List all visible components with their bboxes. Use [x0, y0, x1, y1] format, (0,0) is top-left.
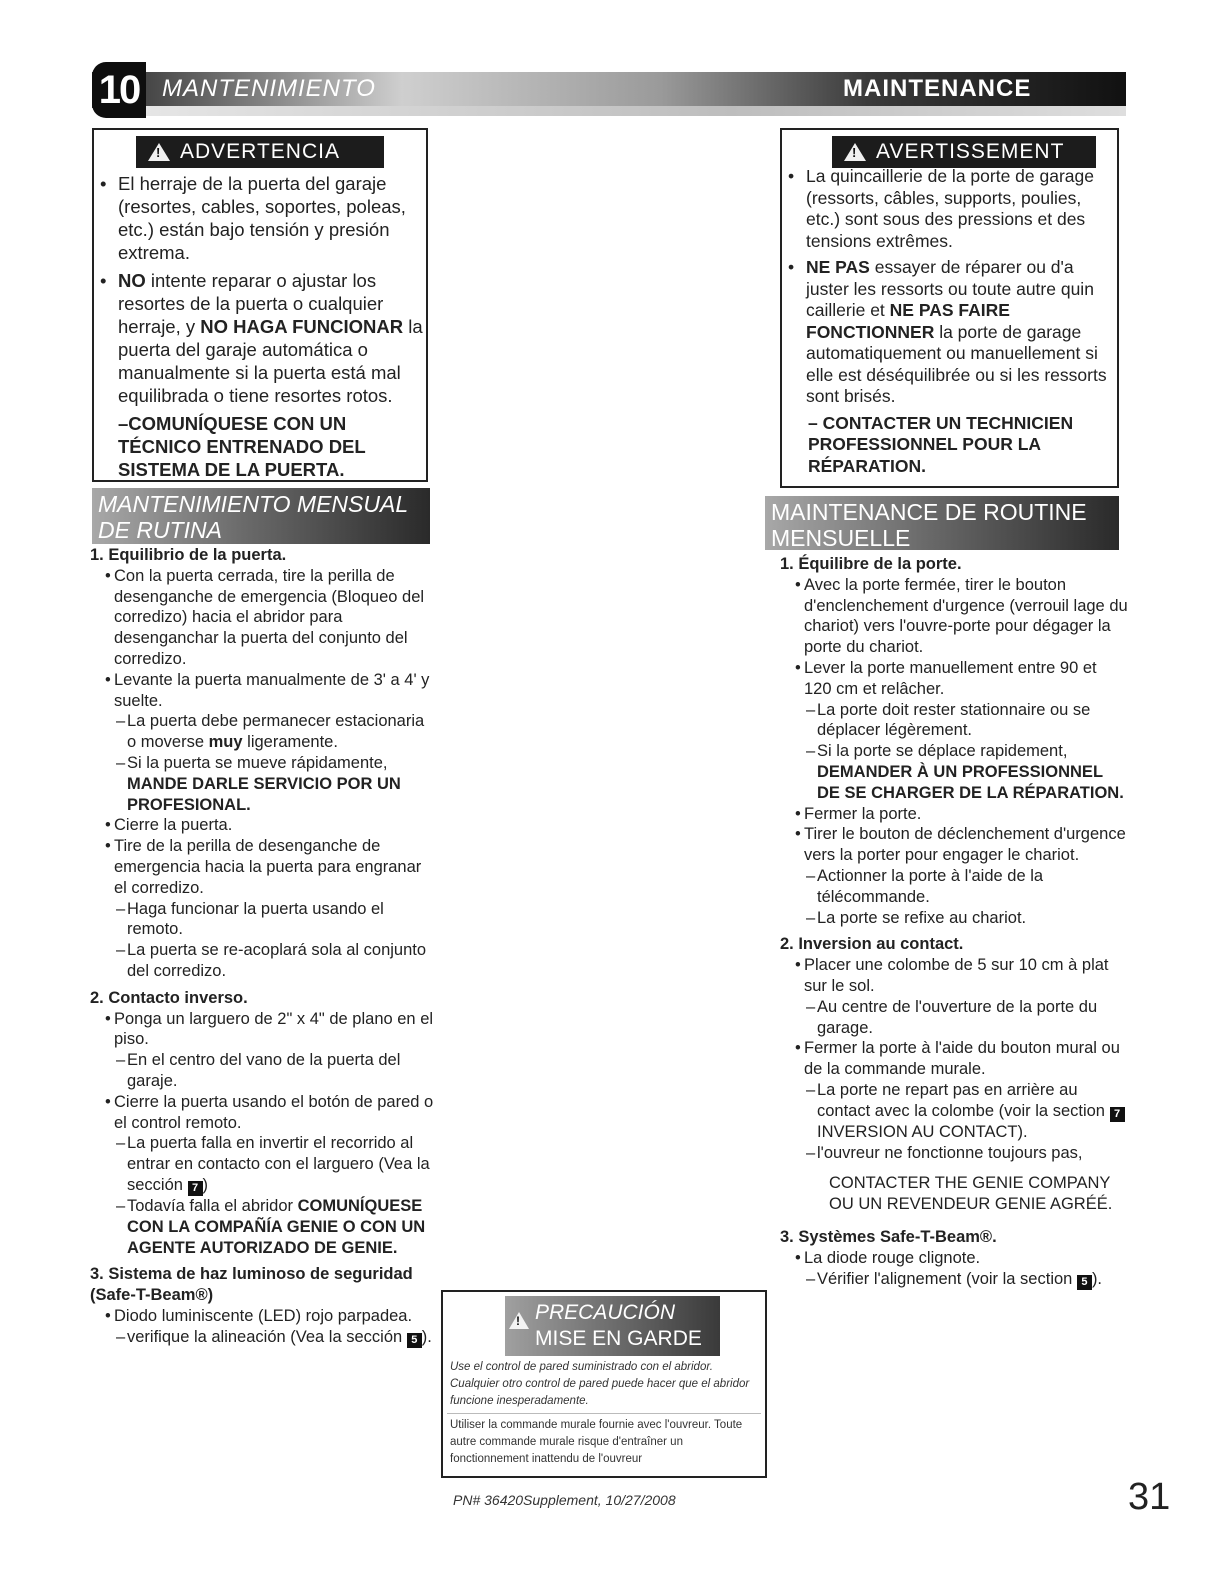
- step-emphasis: DEMANDER À UN PROFESSIONNEL DE SE CHARGER DE LA RÉPARATION.: [817, 762, 1124, 802]
- step-dash: [780, 908, 1128, 929]
- step-text: Si la porte se déplace rapidement,: [817, 742, 1068, 761]
- step-bullet: [780, 955, 1128, 997]
- step-text: Avec la porte fermée, tirer le bouton d'enclenchement d'urgence (verrouil lage du chariot) vers l'ouvre-porte pour dégager la porte du chariot.: [804, 575, 1128, 657]
- step-dash: [90, 1327, 435, 1348]
- step-contact: CONTACTER THE GENIE COMPANY OU UN REVENDEUR GENIE AGRÉÉ.: [829, 1174, 1113, 1214]
- caution-triangle-icon: [509, 1312, 529, 1329]
- page-number: 31: [1128, 1476, 1171, 1518]
- warning-text: El herraje de la puerta del garaje (resortes, cables, soportes, poleas, etc.) están bajo tensión y presión extrema.: [118, 173, 406, 263]
- step-text: Con la puerta cerrada, tire la perilla de desenganche de emergencia (Bloqueo del corredizo) hacia el abridor para desenganchar la puerta del conjunto del corredizo.: [114, 566, 425, 668]
- step-text: verifique la alineación (Vea la sección: [127, 1327, 407, 1346]
- section-ref-badge: 7: [188, 1181, 203, 1196]
- warning-text: La quincaillerie de la porte de garage (ressorts, câbles, supports, poulies, etc.) sont sous des pressions et des tensions extrêmes.: [806, 166, 1094, 251]
- step-dash: [780, 1143, 1128, 1164]
- caution-title-fr: MISE EN GARDE: [535, 1327, 702, 1350]
- step-text: Tirer le bouton de déclenchement d'urgence vers la porter pour engager le chariot.: [804, 825, 1126, 865]
- step-text: Si la puerta se mueve rápidamente,: [127, 753, 388, 772]
- step-dash: [90, 711, 435, 753]
- routine-heading-es: [92, 488, 430, 544]
- warning-emphasis: NO: [118, 270, 146, 291]
- step-title: 2. Contacto inverso.: [90, 988, 248, 1007]
- step-bullet: [780, 575, 1128, 658]
- step-dash: [90, 1133, 435, 1196]
- warning-title-text: ADVERTENCIA: [180, 140, 340, 163]
- section-number: 10: [92, 62, 146, 118]
- routine-heading-line: MANTENIMIENTO MENSUAL: [98, 491, 409, 517]
- warning-call-to-action: –COMUNÍQUESE CON UN TÉCNICO ENTRENADO DEL SISTEMA DE LA PUERTA.: [118, 413, 366, 480]
- warning-text: essayer de réparer ou d'a juster les ressorts ou toute autre quin caillerie et: [806, 257, 1094, 320]
- step-dash: [780, 866, 1128, 908]
- step-text: La puerta debe permanecer estacionaria o moverse: [127, 712, 425, 752]
- step-text: Vérifier l'alignement (voir la section: [817, 1269, 1077, 1288]
- step-bullet: [90, 1092, 435, 1134]
- step-text: La porte se refixe au chariot.: [817, 908, 1027, 927]
- step-bullet: [90, 670, 435, 712]
- warning-list-fr: [786, 166, 1118, 477]
- step-title: 1. Equilibrio de la puerta.: [90, 546, 287, 564]
- step-bullet: [780, 658, 1128, 700]
- warning-call-to-action: – CONTACTER UN TECHNICIEN PROFESSIONNEL POUR LA RÉPARATION.: [808, 412, 1074, 476]
- step-dash: [780, 700, 1128, 742]
- caution-box: [441, 1290, 767, 1478]
- step-bullet: [90, 836, 435, 898]
- warning-title-es: [136, 136, 384, 168]
- section-ref-badge: 5: [1077, 1275, 1092, 1290]
- step-emphasis: MANDE DARLE SERVICIO POR UN PROFESIONAL.: [127, 774, 401, 814]
- step-text: Levante la puerta manualmente de 3' a 4' y suelte.: [114, 670, 430, 710]
- warning-bullet: [786, 166, 1118, 252]
- step-text: La diode rouge clignote.: [804, 1248, 981, 1267]
- routine-heading-line: DE RUTINA: [98, 517, 222, 543]
- warning-emphasis: NE PAS FAIRE FONCTIONNER: [806, 300, 1010, 342]
- step-bullet: [780, 1248, 1128, 1269]
- warning-box-fr: [780, 128, 1119, 488]
- warning-triangle-icon: [844, 143, 866, 161]
- warning-emphasis: NE PAS: [806, 257, 870, 277]
- step-bullet: [90, 1306, 435, 1327]
- step-text: La porte doit rester stationnaire ou se déplacer légèrement.: [817, 700, 1091, 740]
- caution-title-es: PRECAUCIÓN: [535, 1301, 676, 1324]
- section-ref-badge: 7: [1110, 1107, 1125, 1122]
- step-text: l'ouvreur ne fonctionne toujours pas,: [817, 1143, 1083, 1162]
- step-text: ): [202, 1175, 209, 1194]
- section-title-es: MANTENIMIENTO: [162, 75, 376, 102]
- step-text: Cierre la puerta.: [114, 816, 233, 835]
- step-dash: [780, 1080, 1128, 1143]
- warning-bullet: [98, 269, 424, 407]
- step-title: 3. Sistema de haz luminoso de seguridad (Safe-T-Beam®): [90, 1265, 413, 1305]
- step-text: INVERSION AU CONTACT).: [817, 1122, 1028, 1141]
- step-dash: [780, 741, 1128, 803]
- step-text: La porte ne repart pas en arrière au contact avec la colombe (voir la section: [817, 1080, 1110, 1120]
- step-text: Fermer la porte à l'aide du bouton mural ou de la commande murale.: [804, 1039, 1120, 1079]
- step-text: Placer une colombe de 5 sur 10 cm à plat sur le sol.: [804, 956, 1109, 995]
- caution-divider: [447, 1413, 761, 1414]
- caution-text-es: Use el control de pared suministrado con el abridor. Cualquier otro control de pared puede hacer que el abridor funcione inesperadamente.: [450, 1361, 750, 1407]
- step-text: Lever la porte manuellement entre 90 et 120 cm et relâcher.: [804, 658, 1097, 698]
- step-text: Cierre la puerta usando el botón de pared o el control remoto.: [114, 1092, 434, 1132]
- step-bullet: [780, 824, 1128, 866]
- step-bullet: [90, 566, 435, 670]
- step-title: 2. Inversion au contact.: [780, 935, 964, 954]
- warning-title-text: AVERTISSEMENT: [876, 140, 1065, 163]
- warning-bullet: [786, 257, 1118, 408]
- step-bullet: [90, 815, 435, 836]
- caution-text-fr: Utiliser la commande murale fournie avec l'ouvreur. Toute autre commande murale risque d'entraîner un fonctionnement inattendu de l'ouvreur: [450, 1419, 743, 1465]
- warning-text: intente reparar o ajustar los resortes de la puerta o cualquier herraje, y: [118, 270, 384, 337]
- routine-heading-line: MENSUELLE: [771, 525, 911, 551]
- step-title: 1. Équilibre de la porte.: [780, 555, 962, 573]
- section-ref-badge: 5: [407, 1333, 422, 1348]
- step-text: Tire de la perilla de desenganche de emergencia hacia la puerta para engranar el corredizo.: [114, 837, 422, 897]
- step-text: ligeramente.: [242, 733, 338, 752]
- section-header-shadow: [140, 106, 1126, 116]
- part-number: PN# 36420Supplement, 10/27/2008: [453, 1492, 676, 1508]
- routine-heading-fr: [765, 496, 1119, 550]
- step-text: Fermer la porte.: [804, 804, 922, 823]
- step-text: Haga funcionar la puerta usando el remoto.: [127, 899, 384, 939]
- routine-body-fr: [780, 554, 1128, 1290]
- step-text: Au centre de l'ouverture de la porte du garage.: [817, 997, 1098, 1037]
- step-dash: [780, 997, 1128, 1039]
- step-text: Diodo luminiscente (LED) rojo parpadea.: [114, 1306, 413, 1325]
- routine-heading-line: MAINTENANCE DE ROUTINE: [771, 499, 1087, 525]
- warning-title-fr: [832, 136, 1096, 168]
- warning-text: la puerta del garaje automática o manualmente si la puerta está mal equilibrada o tiene resortes rotos.: [118, 316, 423, 406]
- step-dash: [90, 899, 435, 941]
- step-dash: [780, 1269, 1128, 1290]
- step-dash: [90, 1050, 435, 1092]
- warning-text: la porte de garage automatiquement ou manuellement si elle est déséquilibrée ou si les ressorts sont brisés.: [806, 321, 1107, 406]
- step-text: Ponga un larguero de 2" x 4" de plano en el piso.: [114, 1009, 434, 1049]
- step-text: Todavía falla el abridor: [127, 1196, 298, 1215]
- routine-body-es: [90, 545, 435, 1348]
- step-emphasis: muy: [208, 733, 243, 752]
- step-bullet: [90, 1009, 435, 1051]
- warning-emphasis: NO HAGA FUNCIONAR: [200, 316, 404, 337]
- warning-list-es: [98, 172, 424, 481]
- step-text: En el centro del vano de la puerta del garaje.: [127, 1051, 401, 1090]
- step-text: La puerta falla en invertir el recorrido al entrar en contacto con el larguero (Vea la sección: [127, 1134, 430, 1194]
- step-dash: [90, 1196, 435, 1258]
- step-text: ).: [421, 1327, 432, 1346]
- step-title: 3. Systèmes Safe-T-Beam®.: [780, 1227, 997, 1246]
- warning-box-es: [92, 128, 428, 482]
- warning-triangle-icon: [148, 143, 170, 161]
- warning-bullet: [98, 172, 424, 264]
- section-title-fr: MAINTENANCE: [843, 75, 1032, 102]
- step-dash: [90, 940, 435, 982]
- step-emphasis: COMUNÍQUESE CON LA COMPAÑÍA GENIE O CON UN AGENTE AUTORIZADO DE GENIE.: [127, 1196, 426, 1257]
- step-bullet: [780, 1038, 1128, 1080]
- step-text: La puerta se re-acoplará sola al conjunto del corredizo.: [127, 941, 427, 980]
- caution-heading: [505, 1296, 720, 1356]
- step-bullet: [780, 804, 1128, 825]
- step-dash: [90, 753, 435, 815]
- step-text: ).: [1091, 1269, 1103, 1288]
- step-text: Actionner la porte à l'aide de la télécommande.: [817, 866, 1044, 906]
